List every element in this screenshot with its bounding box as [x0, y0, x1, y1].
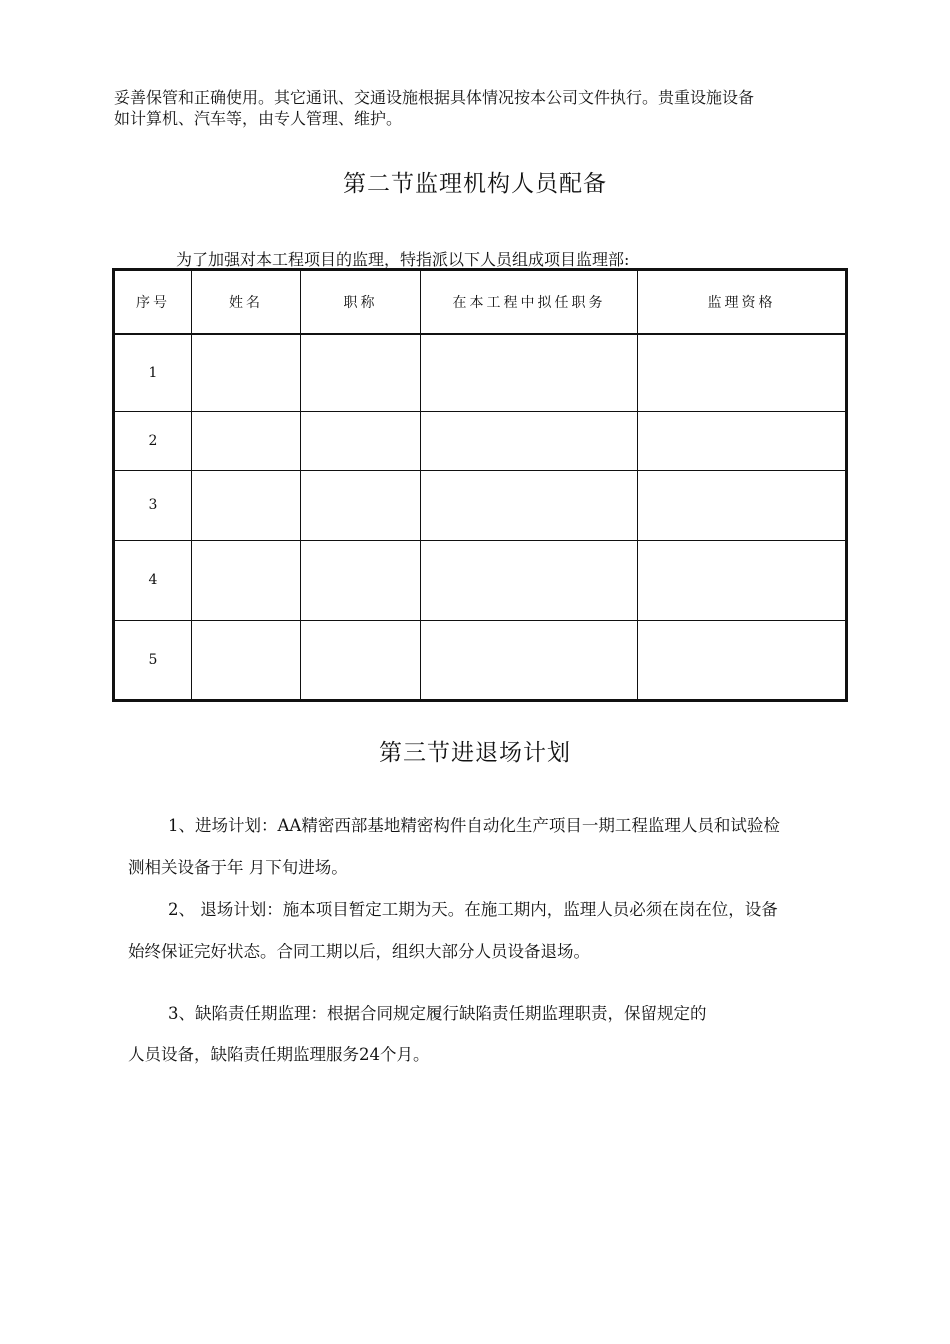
cell-title [301, 470, 421, 540]
header-seq: 序号 [114, 270, 192, 335]
cell-title [301, 411, 421, 470]
cell-role [421, 620, 638, 700]
table-row [114, 470, 847, 540]
table-row [114, 540, 847, 620]
cell-name [192, 470, 301, 540]
plan-exit-line-1: 2、 退场计划：施本项目暂定工期为天。在施工期内，监理人员必须在岗在位，设备 [168, 900, 778, 919]
row-number: 2 [114, 411, 192, 470]
cell-qualification [638, 620, 847, 700]
cell-role [421, 540, 638, 620]
header-role: 在本工程中拟任职务 [421, 270, 638, 335]
cell-qualification [638, 411, 847, 470]
header-title: 职称 [301, 270, 421, 335]
defect-liability-line-1: 3、缺陷责任期监理：根据合同规定履行缺陷责任期监理职责，保留规定的 [168, 1004, 707, 1023]
table-row [114, 411, 847, 470]
cell-role [421, 470, 638, 540]
table-row [114, 620, 847, 700]
section-2-title: 第二节监理机构人员配备 [343, 171, 607, 197]
defect-liability-line-2: 人员设备，缺陷责任期监理服务24个月。 [128, 1045, 430, 1064]
section-3-title: 第三节进退场计划 [379, 740, 571, 766]
cell-qualification [638, 334, 847, 411]
cell-title [301, 620, 421, 700]
cell-qualification [638, 470, 847, 540]
row-number: 4 [114, 540, 192, 620]
plan-entry-line-1: 1、进场计划：AA精密西部基地精密构件自动化生产项目一期工程监理人员和试验检 [168, 816, 780, 835]
intro-line-1: 妥善保管和正确使用。其它通讯、交通设施根据具体情况按本公司文件执行。贵重设施设备 [114, 88, 755, 107]
cell-name [192, 620, 301, 700]
row-number: 5 [114, 620, 192, 700]
header-qualification: 监理资格 [638, 270, 847, 335]
plan-entry-line-2: 测相关设备于年 月下旬进场。 [128, 858, 348, 877]
row-number: 3 [114, 470, 192, 540]
table-header-row [114, 270, 847, 335]
staff-table [112, 268, 848, 702]
cell-qualification [638, 540, 847, 620]
cell-name [192, 540, 301, 620]
row-number: 1 [114, 334, 192, 411]
header-name: 姓名 [192, 270, 301, 335]
cell-title [301, 540, 421, 620]
cell-title [301, 334, 421, 411]
cell-name [192, 411, 301, 470]
cell-role [421, 411, 638, 470]
plan-exit-line-2: 始终保证完好状态。合同工期以后，组织大部分人员设备退场。 [128, 942, 590, 961]
cell-role [421, 334, 638, 411]
section-2-lead: 为了加强对本工程项目的监理，特指派以下人员组成项目监理部: [176, 250, 630, 269]
intro-line-2: 如计算机、汽车等，由专人管理、维护。 [114, 109, 403, 128]
table-row [114, 334, 847, 411]
cell-name [192, 334, 301, 411]
